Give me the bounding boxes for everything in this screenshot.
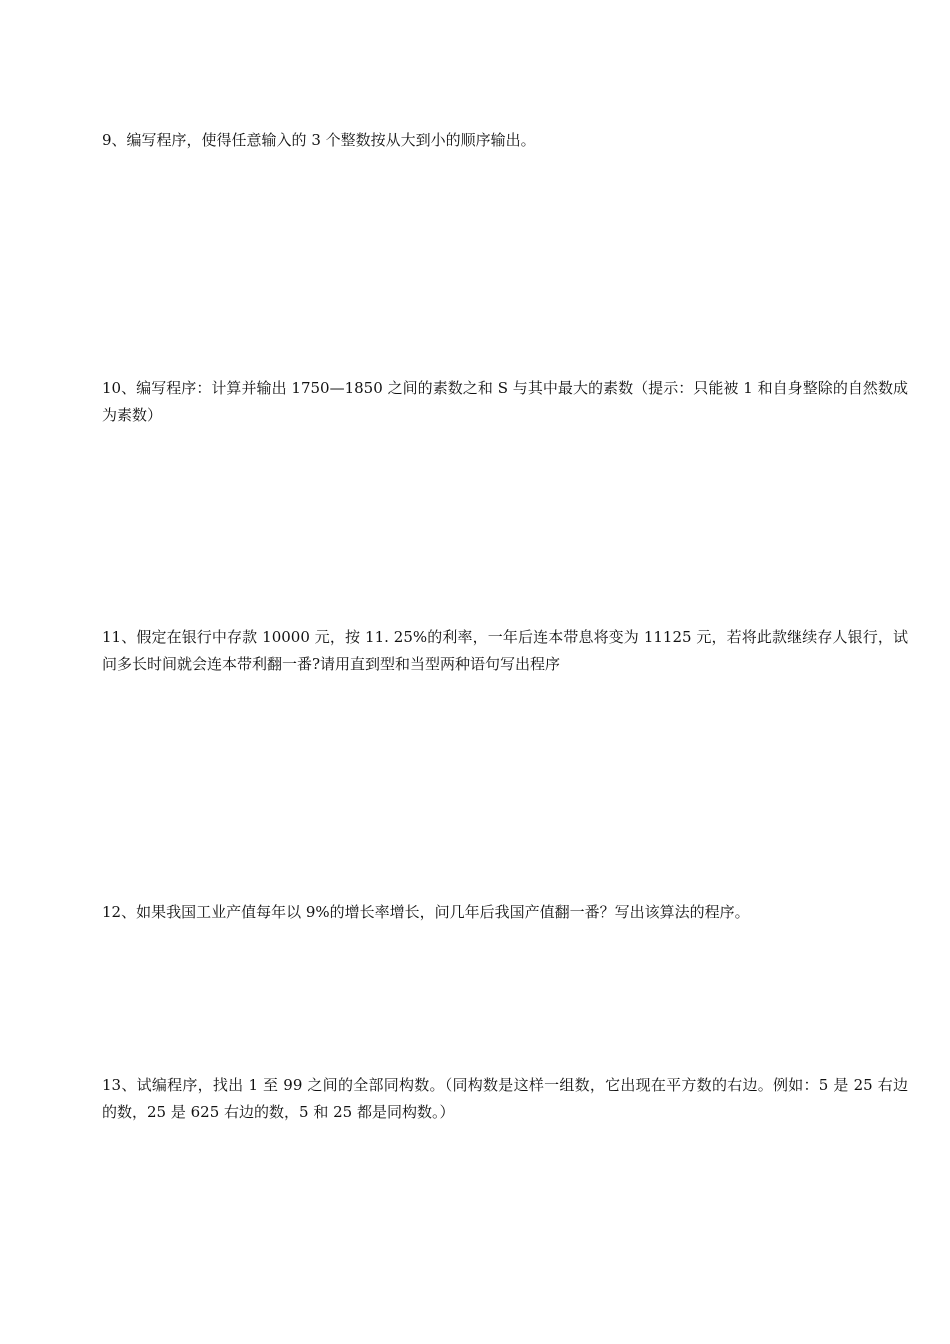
question-10: 10、编写程序：计算并输出 1750—1850 之间的素数之和 S 与其中最大的素数（提示：只能被 1 和自身整除的自然数成为素数） bbox=[102, 379, 908, 424]
question-11: 11、假定在银行中存款 10000 元，按 11. 25%的利率，一年后连本带息将变为 11125 元，若将此款继续存人银行，试问多长时间就会连本带利翻一番?请用直到型和当型两种语句写出程序 bbox=[102, 628, 908, 673]
question-12: 12、如果我国工业产值每年以 9%的增长率增长，问几年后我国产值翻一番？写出该算法的程序。 bbox=[102, 903, 750, 921]
question-9: 9、编写程序，使得任意输入的 3 个整数按从大到小的顺序输出。 bbox=[102, 131, 536, 149]
question-13: 13、试编程序，找出 1 至 99 之间的全部同构数。（同构数是这样一组数，它出现在平方数的右边。例如：5 是 25 右边的数，25 是 625 右边的数，5 和 25 都是同构数。） bbox=[102, 1076, 908, 1121]
